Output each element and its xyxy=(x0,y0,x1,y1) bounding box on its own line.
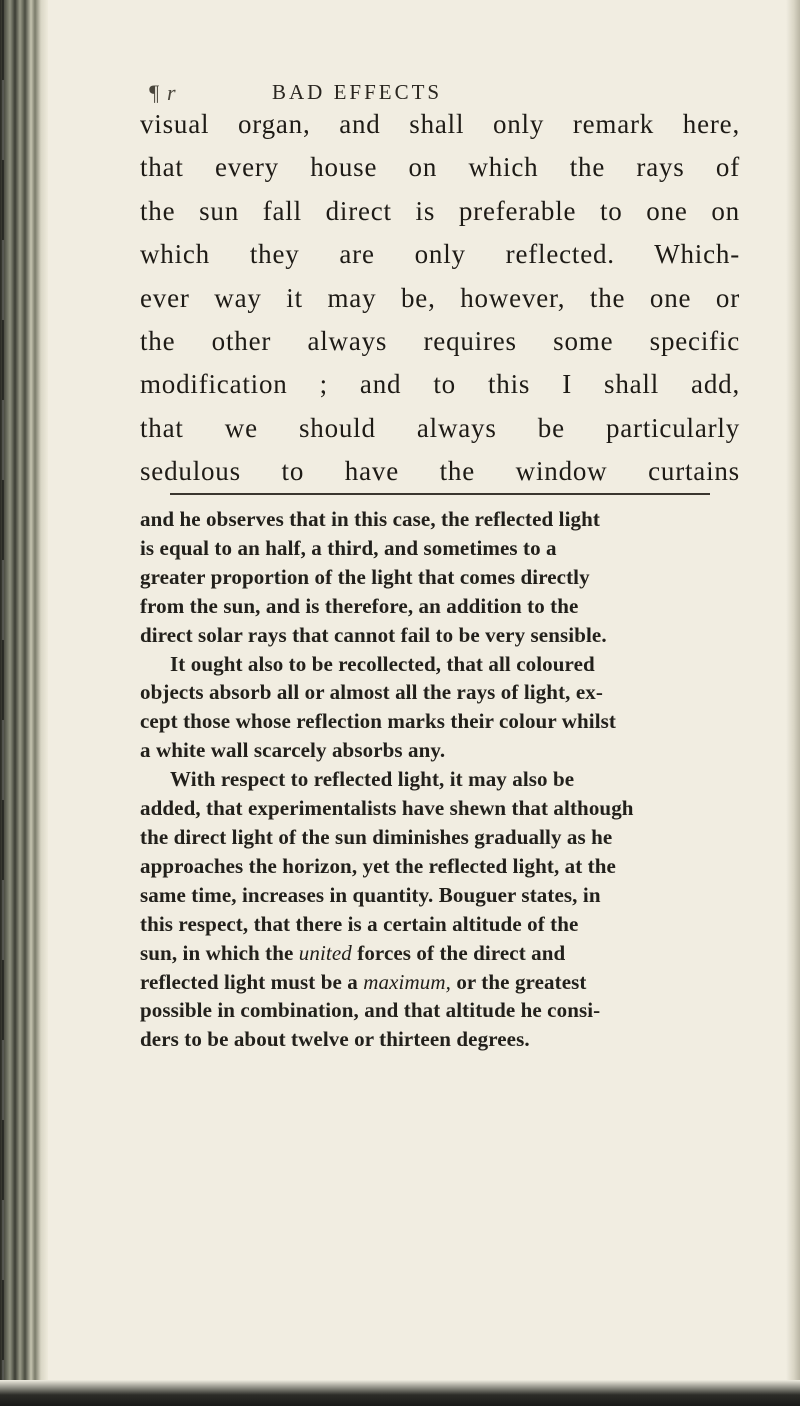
footnote-line: from the sun, and is therefore, an addition to the xyxy=(140,593,579,618)
footnote-line: same time, increases in quantity. Bouguer states, in xyxy=(140,882,601,907)
main-text-line: visual organ, and shall only remark here, xyxy=(140,109,740,139)
page-right-edge xyxy=(786,0,800,1406)
main-text-line: the other always requires some specific xyxy=(140,326,740,357)
italic-emphasis: maximum, xyxy=(363,969,451,994)
footnote-line: approaches the horizon, yet the reflected light, at the xyxy=(140,853,616,878)
footnote-line: objects absorb all or almost all the rays of light, ex- xyxy=(140,680,603,705)
footnote-line xyxy=(140,939,740,968)
footnote-line: added, that experimentalists have shewn that although xyxy=(140,796,634,821)
running-title: BAD EFFECTS xyxy=(272,80,443,104)
footnote-line: With respect to reflected light, it may also be xyxy=(170,767,575,792)
footnote-line: greater proportion of the light that comes directly xyxy=(140,564,590,589)
footnote-line xyxy=(140,968,740,997)
main-text-line: the sun fall direct is preferable to one on xyxy=(140,195,740,226)
footnote-line: direct solar rays that cannot fail to be very sensible. xyxy=(140,622,607,647)
book-binding-edge xyxy=(0,0,48,1406)
main-text-line: modification ; and to this I shall add, xyxy=(140,369,740,400)
main-text-line: which they are only reflected. Which- xyxy=(140,239,740,270)
footnote-line: and he observes that in this case, the reflected light xyxy=(140,507,600,531)
main-text xyxy=(140,103,740,494)
main-text-line: ever way it may be, however, the one or xyxy=(140,282,740,313)
footnote-line: possible in combination, and that altitude he consi- xyxy=(140,998,601,1023)
footnote-line: the direct light of the sun diminishes gradually as he xyxy=(140,824,613,849)
footnote-text: reflected light must be a xyxy=(140,969,364,994)
footnote-line: a white wall scarcely absorbs any. xyxy=(140,738,446,763)
main-text-line: that every house on which the rays of xyxy=(140,152,740,183)
footnote-divider xyxy=(170,493,710,495)
footnote-line: It ought also to be recollected, that all coloured xyxy=(170,651,595,676)
main-text-line: sedulous to have the window curtains xyxy=(140,456,740,487)
footnote xyxy=(140,505,740,1054)
footnote-line: ders to be about twelve or thirteen degrees. xyxy=(140,1027,530,1052)
footnote-line: cept those whose reflection marks their colour whilst xyxy=(140,709,616,734)
footnote-line: this respect, that there is a certain altitude of the xyxy=(140,911,579,936)
folio-mark: ¶ r xyxy=(148,80,177,105)
main-text-line: that we should always be particularly xyxy=(140,412,740,443)
footnote-text: forces of the direct and xyxy=(351,940,566,965)
italic-emphasis: united xyxy=(298,940,352,965)
scan-bottom-shadow xyxy=(0,1380,800,1406)
footnote-text: sun, in which the xyxy=(140,940,299,965)
footnote-text: or the greatest xyxy=(450,969,587,994)
footnote-line: is equal to an half, a third, and sometimes to a xyxy=(140,535,557,560)
